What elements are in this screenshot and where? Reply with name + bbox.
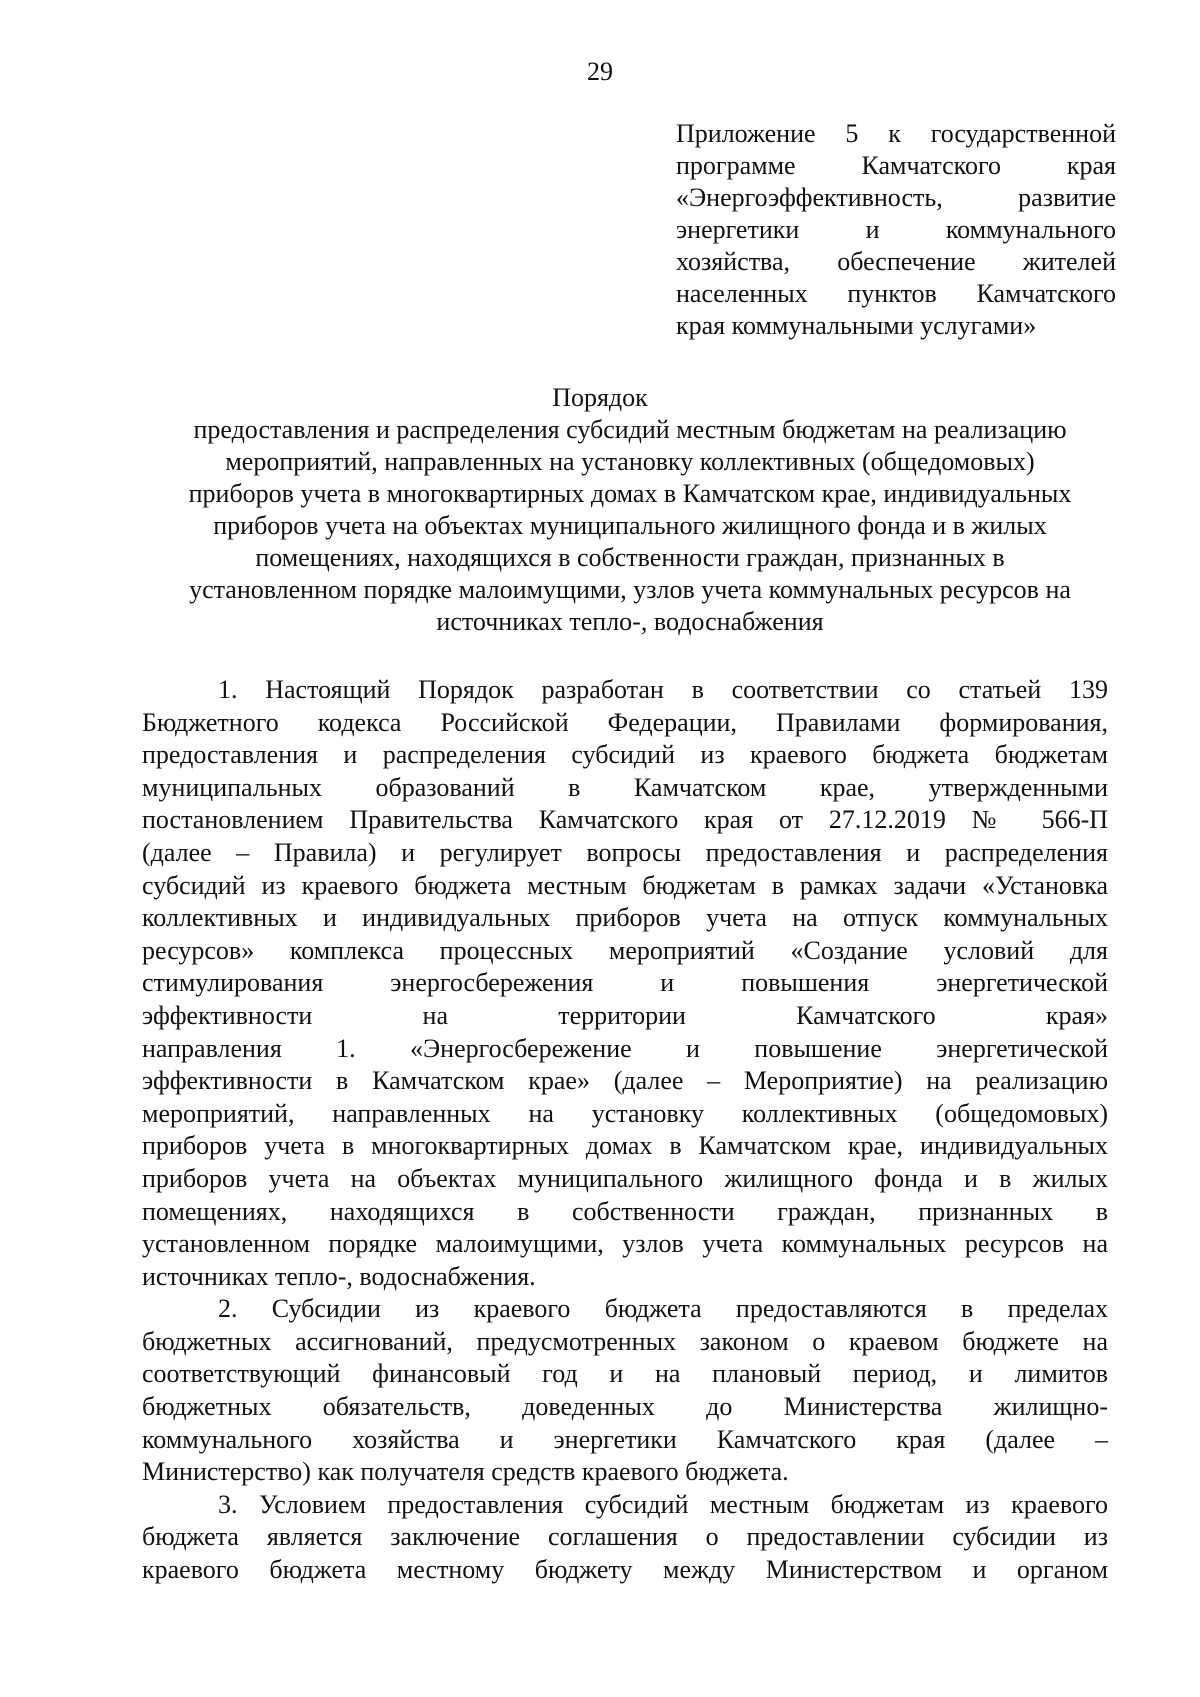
text-line: коллективных и индивидуальных приборов учета на отпуск коммунальных bbox=[142, 903, 1108, 933]
text-line: соответствующий финансовый год и на плановый период, и лимитов bbox=[142, 1359, 1108, 1389]
text-line: 1. Настоящий Порядок разработан в соответствии со статьей 139 bbox=[218, 675, 1108, 704]
page-number: 29 bbox=[587, 57, 613, 86]
appendix-line: «Энергоэффективность, развитие bbox=[676, 183, 1116, 212]
appendix-line: энергетики и коммунального bbox=[676, 215, 1116, 244]
text-line: 3. Условием предоставления субсидий местным бюджетам из краевого bbox=[218, 1489, 1108, 1519]
document-body bbox=[142, 674, 1108, 1587]
document-title: Порядок bbox=[552, 383, 648, 412]
text-line: постановлением Правительства Камчатского края от 27.12.2019 № 566-П bbox=[142, 805, 1108, 835]
text-line: коммунального хозяйства и энергетики Камчатского края (далее – bbox=[142, 1424, 1108, 1454]
appendix-line: хозяйства, обеспечение жителей bbox=[676, 247, 1116, 276]
text-line: приборов учета в многоквартирных домах в Камчатском крае, индивидуальных bbox=[142, 1131, 1108, 1161]
subtitle-line: источниках тепло-, водоснабжения bbox=[436, 607, 824, 636]
text-line: помещениях, находящихся в собственности граждан, признанных в bbox=[142, 1196, 1108, 1226]
appendix-line: населенных пунктов Камчатского bbox=[676, 279, 1116, 308]
text-line: приборов учета на объектах муниципального жилищного фонда и в жилых bbox=[142, 1163, 1108, 1193]
text-line: эффективности в Камчатском крае» (далее – Мероприятие) на реализацию bbox=[142, 1066, 1108, 1096]
text-line: субсидий из краевого бюджета местным бюджетам в рамках задачи «Установка bbox=[142, 870, 1108, 900]
text-line: бюджетных ассигнований, предусмотренных законом о краевом бюджете на bbox=[142, 1326, 1108, 1356]
text-line: предоставления и распределения субсидий из краевого бюджета бюджетам bbox=[142, 740, 1108, 770]
document-subtitle bbox=[130, 414, 1130, 638]
text-line: (далее – Правила) и регулирует вопросы предоставления и распределения bbox=[142, 837, 1108, 867]
text-line: бюджета является заключение соглашения о предоставлении субсидии из bbox=[142, 1522, 1108, 1552]
appendix-note bbox=[676, 118, 1116, 342]
text-line: направления 1. «Энергосбережение и повышение энергетической bbox=[142, 1033, 1108, 1063]
paragraph-1 bbox=[142, 674, 1108, 1293]
text-line: эффективности на территории Камчатского края» bbox=[142, 1000, 1108, 1030]
text-line: мероприятий, направленных на установку коллективных (общедомовых) bbox=[142, 1098, 1108, 1128]
text-line: стимулирования энергосбережения и повышения энергетической bbox=[142, 968, 1108, 998]
text-line: муниципальных образований в Камчатском крае, утвержденными bbox=[142, 772, 1108, 802]
appendix-line: программе Камчатского края bbox=[676, 151, 1116, 180]
text-line: установленном порядке малоимущими, узлов учета коммунальных ресурсов на bbox=[142, 1229, 1108, 1259]
appendix-line: Приложение 5 к государственной bbox=[676, 119, 1116, 148]
subtitle-line: установленном порядке малоимущими, узлов учета коммунальных ресурсов на bbox=[189, 575, 1071, 604]
appendix-line: края коммунальными услугами» bbox=[676, 311, 1037, 340]
subtitle-line: помещениях, находящихся в собственности граждан, признанных в bbox=[255, 543, 1005, 572]
subtitle-line: предоставления и распределения субсидий местным бюджетам на реализацию bbox=[193, 415, 1067, 444]
subtitle-line: приборов учета в многоквартирных домах в Камчатском крае, индивидуальных bbox=[188, 479, 1072, 508]
text-line: краевого бюджета местному бюджету между Министерством и органом bbox=[142, 1555, 1108, 1585]
subtitle-line: приборов учета на объектах муниципального жилищного фонда и в жилых bbox=[213, 511, 1047, 540]
subtitle-line: мероприятий, направленных на установку коллективных (общедомовых) bbox=[225, 447, 1035, 476]
text-line: 2. Субсидии из краевого бюджета предоставляются в пределах bbox=[218, 1294, 1108, 1324]
paragraph-2 bbox=[142, 1293, 1108, 1489]
text-line: источниках тепло-, водоснабжения. bbox=[142, 1261, 536, 1291]
text-line: Министерство) как получателя средств краевого бюджета. bbox=[142, 1457, 789, 1487]
text-line: ресурсов» комплекса процессных мероприятий «Создание условий для bbox=[142, 935, 1108, 965]
text-line: бюджетных обязательств, доведенных до Министерства жилищно- bbox=[142, 1392, 1108, 1422]
paragraph-3 bbox=[142, 1489, 1108, 1587]
text-line: Бюджетного кодекса Российской Федерации, Правилами формирования, bbox=[142, 707, 1108, 737]
